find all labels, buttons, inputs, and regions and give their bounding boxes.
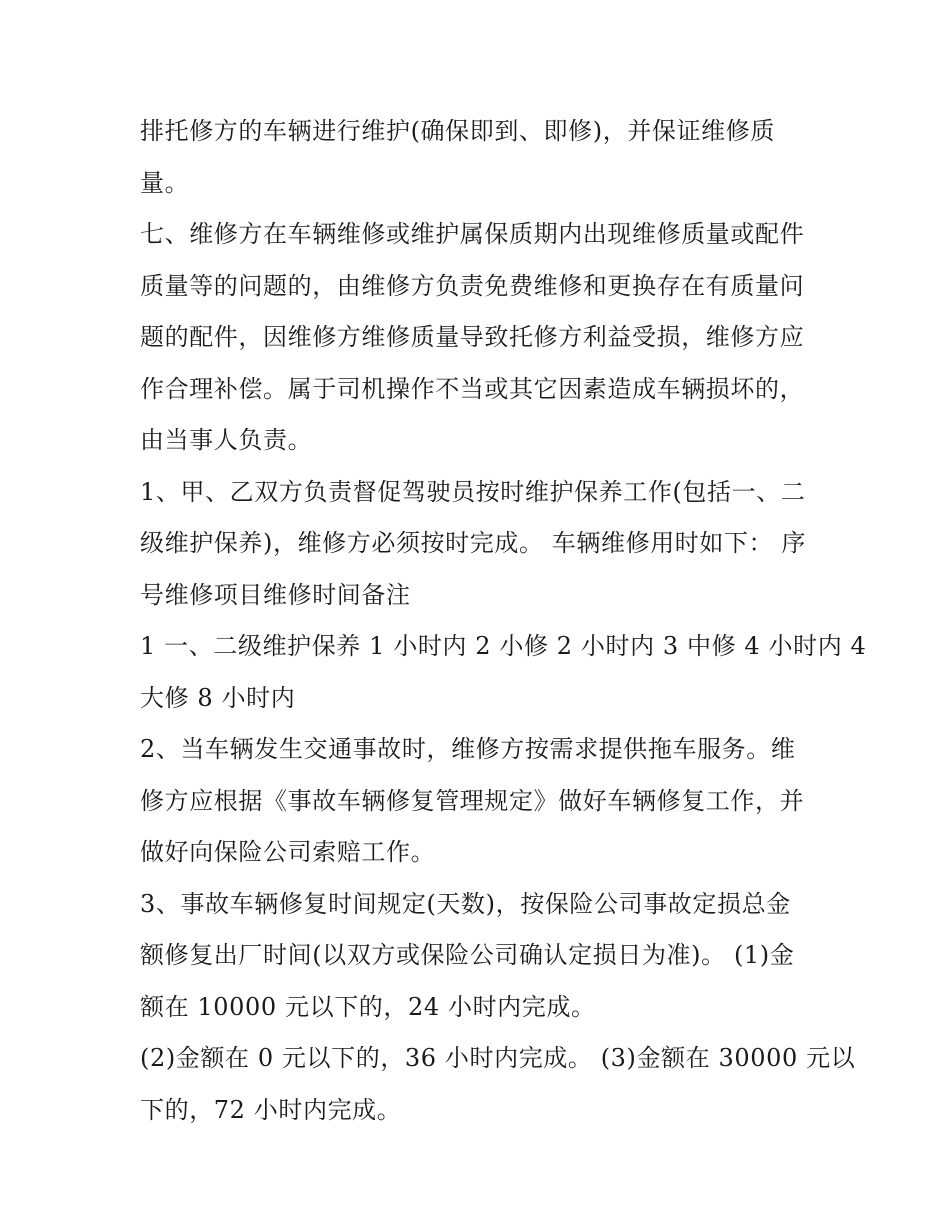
paragraph-clause-3-continued	[140, 1033, 856, 1136]
text-line: 排托修方的车辆进行维护(确保即到、即修)，并保证维修质	[140, 117, 775, 145]
paragraph-repair-time-table	[140, 621, 867, 724]
text-line: (2)金额在 0 元以下的，36 小时内完成。 (3)金额在 30000 元以	[140, 1044, 856, 1072]
text-line: 1 一、二级维护保养 1 小时内 2 小修 2 小时内 3 中修 4 小时内 4	[140, 632, 867, 660]
text-line: 额在 10000 元以下的，24 小时内完成。	[140, 992, 596, 1021]
text-line: 下的，72 小时内完成。	[140, 1095, 402, 1124]
text-line: 3、事故车辆修复时间规定(天数)，按保险公司事故定损总金	[140, 889, 791, 918]
text-line: 大修 8 小时内	[140, 683, 296, 712]
paragraph-clause-3	[140, 879, 820, 1034]
text-line: 2、当车辆发生交通事故时，维修方按需求提供拖车服务。维	[140, 735, 796, 763]
text-line: 修方应根据《事故车辆修复管理规定》做好车辆修复工作，并	[140, 786, 805, 815]
text-line: 级维护保养)，维修方必须按时完成。 车辆维修用时如下： 序	[140, 529, 807, 557]
text-line: 作合理补偿。属于司机操作不当或其它因素造成车辆损坏的，	[140, 374, 805, 403]
text-line: 由当事人负责。	[140, 426, 313, 454]
text-line: 七、维修方在车辆维修或维护属保质期内出现维修质量或配件	[140, 220, 805, 248]
document-body	[140, 106, 867, 1136]
paragraph-warranty-clause	[140, 209, 820, 467]
text-line: 1、甲、乙双方负责督促驾驶员按时维护保养工作(包括一、二	[140, 477, 806, 506]
text-line: 额修复出厂时间(以双方或保险公司确认定损日为准)。 (1)金	[140, 941, 795, 969]
text-line: 量。	[140, 168, 190, 197]
text-line: 题的配件，因维修方维修质量导致托修方利益受损，维修方应	[140, 323, 805, 351]
paragraph-vehicle-maintenance	[140, 106, 820, 209]
paragraph-clause-2	[140, 724, 820, 879]
paragraph-clause-1	[140, 467, 820, 622]
text-line: 做好向保险公司索赔工作。	[140, 838, 436, 866]
text-line: 质量等的问题的，由维修方负责免费维修和更换存在有质量问	[140, 271, 805, 300]
text-line: 号维修项目维修时间备注	[140, 580, 411, 609]
